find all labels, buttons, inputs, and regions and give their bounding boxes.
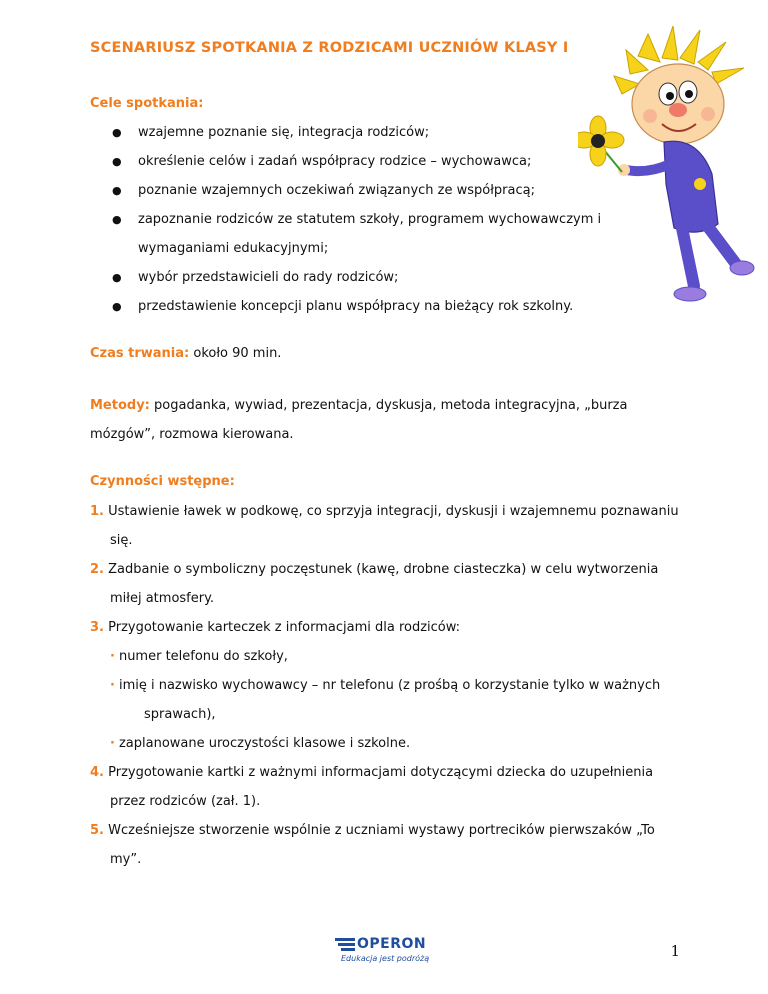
goals-label: Cele spotkania: bbox=[90, 96, 204, 111]
logo-stripes-icon bbox=[335, 937, 357, 953]
bullet-icon: ● bbox=[112, 213, 122, 226]
sub-item-text-continued: sprawach), bbox=[144, 707, 216, 722]
sub-list-item bbox=[90, 729, 690, 758]
step-text-continued: się. bbox=[110, 533, 133, 548]
list-item bbox=[90, 816, 690, 874]
list-item bbox=[90, 292, 610, 321]
methods-value: pogadanka, wywiad, prezentacja, dyskusja, metoda integracyjna, „burza mózgów”, rozmowa kierowana. bbox=[90, 398, 628, 442]
step-text: Ustawienie ławek w podkowę, co sprzyja integracji, dyskusji i wzajemnemu poznawaniu bbox=[103, 504, 679, 519]
step-number: 5. bbox=[90, 823, 104, 838]
methods-label: Metody: bbox=[90, 398, 150, 413]
step-text-continued: miłej atmosfery. bbox=[110, 591, 215, 606]
sub-item-text: numer telefonu do szkoły, bbox=[118, 649, 288, 664]
list-item bbox=[90, 205, 610, 263]
prep-steps bbox=[90, 497, 690, 874]
page-number: 1 bbox=[670, 942, 680, 960]
list-item bbox=[90, 147, 610, 176]
step-text-continued: my”. bbox=[110, 852, 142, 867]
bullet-icon: ● bbox=[112, 184, 122, 197]
bullet-icon: ● bbox=[112, 155, 122, 168]
goal-text: poznanie wzajemnych oczekiwań związanych ze współpracą; bbox=[138, 183, 535, 198]
list-item bbox=[90, 758, 690, 816]
step-text-continued: przez rodziców (zał. 1). bbox=[110, 794, 261, 809]
goal-text: przedstawienie koncepcji planu współpracy na bieżący rok szkolny. bbox=[138, 299, 574, 314]
step-number: 4. bbox=[90, 765, 104, 780]
bullet-icon: ● bbox=[112, 126, 122, 139]
step-text: Zadbanie o symboliczny poczęstunek (kawę, drobne ciasteczka) w celu wytworzenia bbox=[103, 562, 659, 577]
bullet-icon: · bbox=[110, 649, 115, 664]
bullet-icon: · bbox=[110, 678, 115, 693]
list-item bbox=[90, 263, 610, 292]
bullet-icon: · bbox=[110, 736, 115, 751]
list-item bbox=[90, 613, 690, 642]
step-text: Wcześniejsze stworzenie wspólnie z uczniami wystawy portrecików pierwszaków „To bbox=[103, 823, 655, 838]
step-number: 3. bbox=[90, 620, 104, 635]
step-text: Przygotowanie kartki z ważnymi informacjami dotyczącymi dziecka do uzupełnienia bbox=[103, 765, 654, 780]
duration-value: około 90 min. bbox=[189, 346, 282, 361]
sub-list-item bbox=[90, 642, 690, 671]
page-title: SCENARIUSZ SPOTKANIA Z RODZICAMI UCZNIÓW KLASY I bbox=[90, 40, 569, 56]
goal-text: wzajemne poznanie się, integracja rodziców; bbox=[138, 125, 430, 140]
step-number: 2. bbox=[90, 562, 104, 577]
goal-text: określenie celów i zadań współpracy rodzice – wychowawca; bbox=[138, 154, 532, 169]
list-item bbox=[90, 176, 610, 205]
methods-paragraph bbox=[90, 391, 690, 449]
goals-list bbox=[90, 118, 610, 321]
goal-text: zapoznanie rodziców ze statutem szkoły, programem wychowawczym i wymaganiami edukacyjnymi; bbox=[138, 212, 602, 256]
duration-label: Czas trwania: bbox=[90, 346, 190, 361]
bullet-icon: ● bbox=[112, 271, 122, 284]
logo-text: OPERON bbox=[357, 936, 427, 952]
sub-list-item bbox=[90, 671, 690, 729]
duration-paragraph bbox=[90, 339, 690, 368]
step-text: Przygotowanie karteczek z informacjami dla rodziców: bbox=[103, 620, 461, 635]
goal-text: wybór przedstawicieli do rady rodziców; bbox=[138, 270, 399, 285]
logo-tagline: Edukacja jest podróżą bbox=[341, 954, 430, 963]
prep-label: Czynności wstępne: bbox=[90, 474, 235, 489]
bullet-icon: ● bbox=[112, 300, 122, 313]
sub-item-text: imię i nazwisko wychowawcy – nr telefonu (z prośbą o korzystanie tylko w ważnych bbox=[118, 678, 661, 693]
list-item bbox=[90, 555, 690, 613]
step-number: 1. bbox=[90, 504, 104, 519]
operon-logo bbox=[335, 936, 435, 968]
sub-item-text: zaplanowane uroczystości klasowe i szkolne. bbox=[118, 736, 411, 751]
list-item bbox=[90, 497, 690, 555]
list-item bbox=[90, 118, 610, 147]
